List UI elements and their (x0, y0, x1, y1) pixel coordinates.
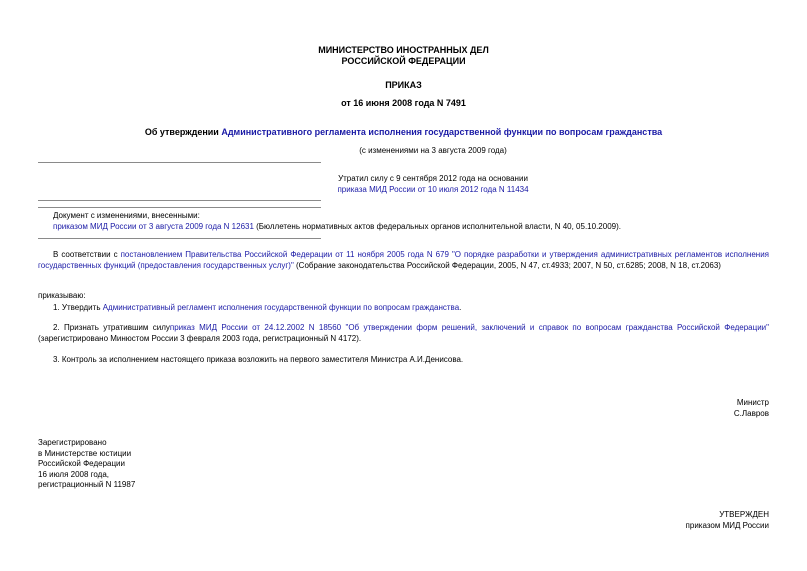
changes-note: (с изменениями на 3 августа 2009 года) (359, 146, 507, 155)
title-link[interactable]: Административного регламента исполнения государственной функции по вопросам гражданства (221, 127, 663, 137)
divider (38, 200, 321, 201)
approved-line1: УТВЕРЖДЕН (719, 510, 769, 519)
divider (38, 238, 321, 239)
amended-line (53, 222, 773, 233)
item1-text: 1. Утвердить (53, 303, 103, 312)
signature (734, 398, 769, 419)
registration-line5: регистрационный N 11987 (38, 480, 136, 489)
approved-line2: приказом МИД России (685, 520, 769, 530)
amended-source: (Бюллетень нормативных актов федеральных органов исполнительной власти, N 40, 05.10.2009). (253, 221, 621, 231)
registration-line2: в Министерстве юстиции (38, 448, 132, 458)
amended-block (53, 211, 773, 232)
title-prefix: Об утверждении (144, 127, 222, 137)
preamble-text1: В соответствии с (53, 250, 121, 259)
amended-label: Документ с изменениями, внесенными: (53, 211, 200, 220)
item1-link[interactable]: Административный регламент исполнения государственной функции по вопросам гражданства (102, 303, 460, 312)
ministry-line1: МИНИСТЕРСТВО ИНОСТРАННЫХ ДЕЛ (318, 45, 489, 55)
registration-line3: Российской Федерации (38, 459, 125, 468)
doc-type: ПРИКАЗ (385, 80, 422, 90)
order-item-1 (53, 303, 769, 314)
divider (38, 162, 321, 163)
item2-text: 2. Признать утратившим силу (53, 323, 170, 332)
doc-date: от 16 июня 2008 года N 7491 (341, 98, 466, 108)
ministry-line2: РОССИЙСКОЙ ФЕДЕРАЦИИ (341, 56, 466, 66)
preamble-text2: (Собрание законодательства Российской Федерации, 2005, N 47, ст.4933; 2007, N 50, ст.6285; 2008, N 18, ст.2063) (293, 260, 721, 270)
expired-link[interactable]: приказа МИД России от 10 июля 2012 года N 11434 (337, 184, 529, 194)
expired-line: Утратил силу с 9 сентября 2012 года на основании (338, 174, 528, 183)
registration-line4: 16 июля 2008 года, (38, 469, 110, 479)
item1-end: . (459, 303, 462, 312)
ministry-name (0, 45, 807, 67)
approved-block (686, 510, 769, 531)
signature-position: Министр (736, 398, 769, 407)
order-item-3: 3. Контроль за исполнением настоящего приказа возложить на первого заместителя Министра А.И.Денисова. (53, 355, 464, 364)
order-intro: приказываю: (38, 291, 86, 300)
amended-link[interactable]: приказом МИД России от 3 августа 2009 года N 12631 (53, 221, 254, 231)
expired-notice (218, 174, 648, 195)
divider (38, 207, 321, 208)
registration (38, 438, 135, 491)
preamble-link[interactable]: постановлением Правительства Российской Федерации от 11 ноября 2005 года N 679 "О порядке разработки и утверждения административных регламентов исполнения государственных функций (предоставления государственных услуг)" (38, 250, 770, 270)
registration-line1: Зарегистрировано (38, 438, 107, 447)
item2-link[interactable]: приказ МИД России от 24.12.2002 N 18560 "Об утверждении форм решений, заключений и справок по вопросам гражданства Российской Федерации" (169, 323, 769, 332)
doc-title (0, 127, 807, 137)
order-item-2 (38, 323, 769, 344)
signature-name: С.Лавров (733, 408, 769, 418)
item2-end: (зарегистрировано Минюстом России 3 февраля 2003 года, регистрационный N 4172). (38, 333, 362, 343)
preamble (38, 250, 769, 271)
